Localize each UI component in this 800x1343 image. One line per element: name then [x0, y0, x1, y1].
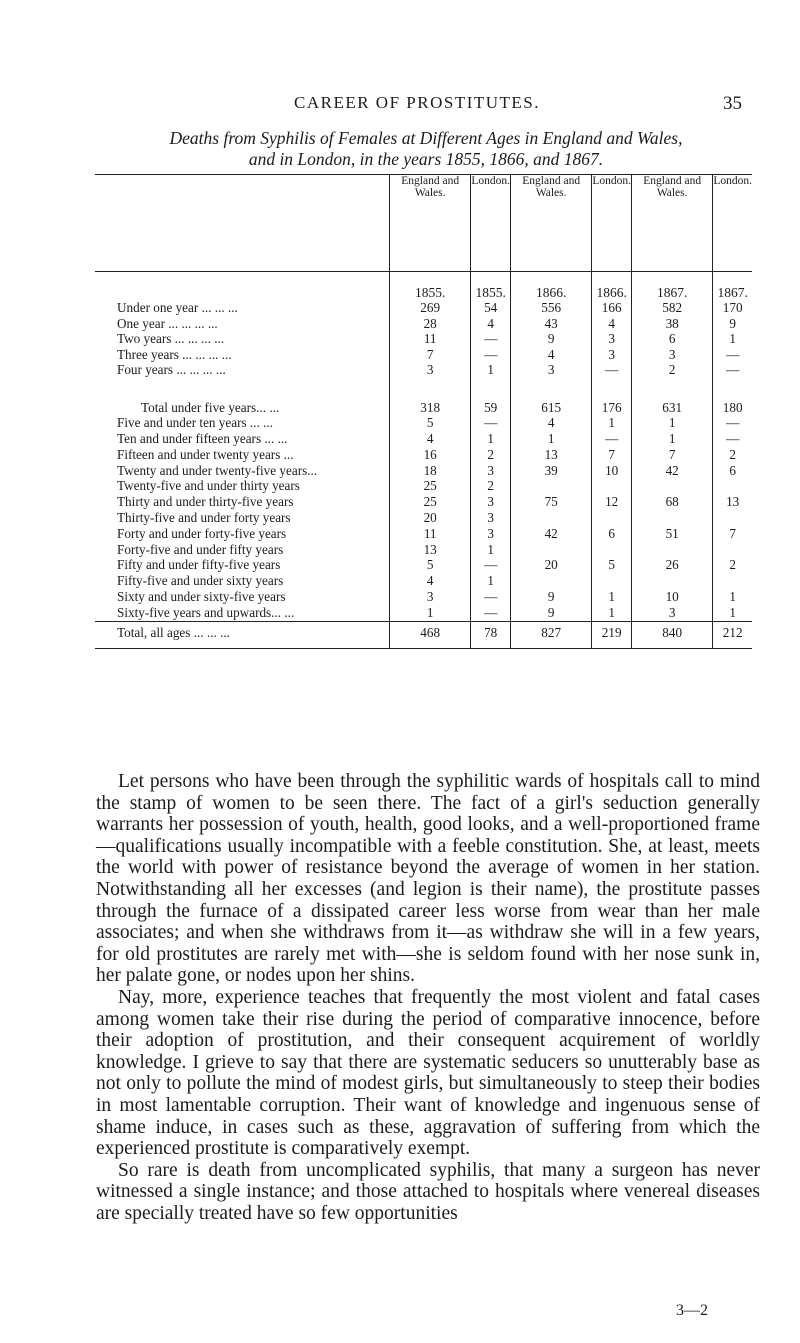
year-cell: 1855. — [390, 272, 471, 301]
table-cell: 3 — [390, 362, 471, 378]
table-cell — [713, 573, 752, 589]
table-cell: — — [726, 362, 740, 377]
table-cell: 7 — [632, 447, 713, 463]
table-cell: 827 — [511, 621, 592, 648]
table-cell: 13 — [390, 542, 471, 558]
table-cell — [713, 542, 752, 558]
table-cell: 7 — [729, 525, 736, 541]
table-cell: 5 — [390, 557, 471, 573]
table-cell: 7 — [390, 347, 471, 363]
table-row — [95, 347, 752, 363]
spacer-row — [95, 378, 752, 400]
table-cell — [511, 542, 592, 558]
table-cell — [511, 573, 592, 589]
table-cell — [592, 478, 632, 494]
table-cell: 25 — [390, 478, 471, 494]
table-cell: 468 — [390, 621, 471, 648]
table-cell: 3 — [471, 510, 511, 526]
table-row — [95, 605, 752, 621]
table-cell: 2 — [729, 446, 736, 462]
table-cell: 219 — [592, 621, 632, 648]
table-cell: 13 — [726, 494, 740, 510]
table-cell: 2 — [632, 362, 713, 378]
table-row — [95, 300, 752, 316]
table-cell: 10 — [592, 463, 632, 479]
row-label: Total under five years... ... — [95, 400, 390, 416]
row-label: Fifteen and under twenty years ... — [95, 447, 390, 463]
spacer-cell — [390, 378, 471, 400]
table-cell: 269 — [390, 300, 471, 316]
table-cell: 3 — [390, 589, 471, 605]
table-cell: 6 — [632, 331, 713, 347]
table-cell: — — [471, 347, 511, 363]
table-cell: 1 — [632, 415, 713, 431]
table-cell: 43 — [511, 316, 592, 332]
table-cell: 3 — [592, 331, 632, 347]
spacer-cell — [632, 378, 713, 400]
row-label: Twenty and under twenty-five years... — [95, 463, 390, 479]
row-label: Ten and under fifteen years ... ... — [95, 431, 390, 447]
table-cell: — — [471, 605, 511, 621]
table-cell: 1 — [592, 589, 632, 605]
table-cell — [592, 510, 632, 526]
subtotal-row — [95, 400, 752, 416]
year-cell: 1866. — [592, 272, 632, 301]
table-cell: 1 — [511, 431, 592, 447]
table-cell: 5 — [390, 415, 471, 431]
table-row — [95, 573, 752, 589]
table-row — [95, 316, 752, 332]
table-cell: 1 — [729, 604, 736, 620]
table-cell: 1 — [632, 431, 713, 447]
table-cell: 59 — [471, 400, 511, 416]
table-cell: — — [592, 431, 632, 447]
page-number: 35 — [723, 93, 742, 114]
table-cell: 6 — [592, 526, 632, 542]
year-row-blank — [95, 272, 390, 301]
spacer-cell — [592, 378, 632, 400]
table-cell: 1 — [592, 415, 632, 431]
row-label: Thirty-five and under forty years — [95, 510, 390, 526]
table-cell: 9 — [511, 589, 592, 605]
table-cell: 170 — [722, 300, 743, 315]
table-cell: 166 — [592, 300, 632, 316]
paragraph: Nay, more, experience teaches that frequently the most violent and fatal cases among women take their rise during the period of comparative innocence, before their adoption of prostitution, and their consequent acquirement of worldly knowledge. I grieve to say that there are systematic seducers so unutterably base as not only to pollute the mind of modest girls, but simultaneously to steep their bodies in most lamentable corruption. Their want of knowledge and ingenuous sense of shame induce, in cases such as these, aggravation of suffering from which the experienced prostitute is comparatively exempt. — [96, 986, 760, 1160]
year-cell: 1867. — [632, 272, 713, 301]
body-text — [96, 771, 760, 1224]
table-cell: 1 — [729, 331, 736, 346]
row-label: Two years ... ... ... ... — [95, 331, 390, 347]
table-cell: 4 — [390, 431, 471, 447]
table-cell: 12 — [592, 494, 632, 510]
table-cell: 556 — [511, 300, 592, 316]
table-cell: 3 — [632, 347, 713, 363]
table-cell — [632, 542, 713, 558]
paragraph: Let persons who have been through the syphilitic wards of hospitals call to mind the stamp of women to be seen there. The fact of a girl's seduction generally warrants her possession of youth, health, good looks, and a well-proportioned frame—qualifications usually incompatible with a feeble constitution. She, at least, meets the world with power of resistance beyond the average of women in her station. Notwithstanding all her excesses (and legion is their name), the prostitute passes through the furnace of a dissipated career less worse from wear than her male associates; and when she withdraws from it—as withdraw she will in a few years, for old prostitutes are rarely met with—she is seldom found with her nose sunk in, her palate gone, or nodes upon her shins. — [96, 771, 760, 987]
table-cell: 1 — [592, 605, 632, 621]
table-cell: 212 — [713, 621, 752, 648]
year-cell: 1855. — [471, 272, 511, 301]
spacer-cell — [471, 378, 511, 400]
table-row — [95, 494, 752, 510]
table-cell: 9 — [729, 315, 736, 331]
table-cell: 20 — [511, 557, 592, 573]
table-cell: 582 — [632, 300, 713, 316]
column-header: England and Wales. — [390, 175, 471, 272]
table-cell: 4 — [390, 573, 471, 589]
row-label: Twenty-five and under thirty years — [95, 478, 390, 494]
running-head — [92, 93, 742, 115]
paragraph: So rare is death from uncomplicated syphilis, that many a surgeon has never witnessed a single instance; and those attached to hospitals where venereal diseases are specially treated have so few opportunities — [96, 1159, 760, 1224]
table-cell: 54 — [471, 300, 511, 316]
row-label: Sixty-five years and upwards... ... — [95, 605, 390, 621]
table-cell: 1 — [390, 605, 471, 621]
table-cell: — — [471, 557, 511, 573]
table-row — [95, 557, 752, 573]
row-label: Total, all ages ... ... ... — [95, 621, 390, 648]
table-cell — [713, 478, 752, 494]
table-cell — [511, 510, 592, 526]
table-cell: 3 — [511, 362, 592, 378]
header-blank-cell — [95, 175, 390, 272]
table-cell: 631 — [632, 400, 713, 416]
table-cell: 3 — [471, 526, 511, 542]
table-cell — [632, 573, 713, 589]
table-cell — [511, 478, 592, 494]
table-row — [95, 447, 752, 463]
table-cell: — — [726, 415, 740, 431]
table-cell: 42 — [511, 526, 592, 542]
caption-line-2: and in London, in the years 1855, 1866, and 1867. — [248, 149, 604, 169]
table-cell: 615 — [511, 400, 592, 416]
table-cell: 39 — [511, 463, 592, 479]
row-label: Forty and under forty-five years — [95, 526, 390, 542]
column-header: London. — [713, 175, 752, 187]
table-cell: 25 — [390, 494, 471, 510]
row-label: Thirty and under thirty-five years — [95, 494, 390, 510]
table-cell: 10 — [632, 589, 713, 605]
table-caption — [96, 128, 756, 170]
table-cell: 3 — [471, 494, 511, 510]
table-cell: 840 — [632, 621, 713, 648]
table-cell: 1 — [471, 431, 511, 447]
table-cell: 4 — [471, 316, 511, 332]
table-cell: — — [592, 362, 632, 378]
table-cell: 18 — [390, 463, 471, 479]
table-row — [95, 526, 752, 542]
row-label: Five and under ten years ... ... — [95, 415, 390, 431]
table-row — [95, 431, 752, 447]
table-cell: — — [726, 346, 740, 362]
table-row — [95, 542, 752, 558]
table-cell: 176 — [592, 400, 632, 416]
row-label: Three years ... ... ... ... — [95, 347, 390, 363]
table-cell: 2 — [471, 478, 511, 494]
table-cell: 5 — [592, 557, 632, 573]
table-cell: 1 — [471, 542, 511, 558]
table-row — [95, 589, 752, 605]
table-cell: 1 — [729, 589, 736, 605]
row-label: One year ... ... ... ... — [95, 316, 390, 332]
table-cell: 28 — [390, 316, 471, 332]
table-row — [95, 510, 752, 526]
table-cell — [592, 573, 632, 589]
row-label: Forty-five and under fifty years — [95, 542, 390, 558]
row-label: Under one year ... ... ... — [95, 300, 390, 316]
table-cell: — — [726, 431, 740, 447]
mortality-table — [95, 174, 752, 649]
table-cell: 318 — [390, 400, 471, 416]
table-cell: 51 — [632, 526, 713, 542]
spacer-cell — [713, 378, 752, 400]
column-header: England and Wales. — [511, 175, 592, 272]
table-cell: 4 — [592, 316, 632, 332]
table-cell: 1 — [471, 573, 511, 589]
table-cell: 68 — [632, 494, 713, 510]
table-cell: 16 — [390, 447, 471, 463]
table-cell: — — [471, 589, 511, 605]
table-cell: 6 — [729, 462, 736, 478]
row-label: Sixty and under sixty-five years — [95, 589, 390, 605]
table-cell: 4 — [511, 415, 592, 431]
table-cell: 11 — [390, 331, 471, 347]
column-header: London. — [592, 175, 632, 272]
table-row — [95, 463, 752, 479]
year-cell: 1866. — [511, 272, 592, 301]
table-cell: 20 — [390, 510, 471, 526]
running-title: CAREER OF PROSTITUTES. — [294, 93, 540, 112]
table-cell: 1 — [471, 362, 511, 378]
row-label: Fifty-five and under sixty years — [95, 573, 390, 589]
table-cell: 38 — [632, 316, 713, 332]
table-cell: 9 — [511, 605, 592, 621]
table-cell: 2 — [471, 447, 511, 463]
table-cell: 13 — [511, 447, 592, 463]
table-cell — [632, 478, 713, 494]
row-label: Four years ... ... ... ... — [95, 362, 390, 378]
year-cell: 1867. — [717, 285, 748, 300]
table-cell: 3 — [592, 347, 632, 363]
table-cell: 3 — [471, 463, 511, 479]
row-label: Fifty and under fifty-five years — [95, 557, 390, 573]
table-cell — [632, 510, 713, 526]
signature-mark: 3—2 — [676, 1302, 708, 1319]
table-cell: 11 — [390, 526, 471, 542]
table-cell: 180 — [722, 399, 743, 415]
table-header-row — [95, 175, 752, 272]
table-cell: 7 — [592, 447, 632, 463]
column-header: England and Wales. — [632, 175, 713, 272]
table-row — [95, 362, 752, 378]
caption-line-1: Deaths from Syphilis of Females at Different Ages in England and Wales, — [169, 128, 683, 148]
table-row — [95, 415, 752, 431]
table-row — [95, 331, 752, 347]
table-cell: 26 — [632, 557, 713, 573]
table-row — [95, 478, 752, 494]
column-header: London. — [471, 175, 511, 272]
table-cell: 2 — [729, 557, 736, 573]
table-cell: 78 — [471, 621, 511, 648]
spacer-cell — [95, 378, 390, 400]
year-row — [95, 272, 752, 301]
total-row — [95, 621, 752, 648]
table-cell: — — [471, 331, 511, 347]
table-cell: 42 — [632, 463, 713, 479]
table-cell: 75 — [511, 494, 592, 510]
table-cell: — — [471, 415, 511, 431]
table-cell: 4 — [511, 347, 592, 363]
table-cell — [592, 542, 632, 558]
table-cell — [713, 510, 752, 526]
spacer-cell — [511, 378, 592, 400]
table-cell: 9 — [511, 331, 592, 347]
table-cell: 3 — [632, 605, 713, 621]
